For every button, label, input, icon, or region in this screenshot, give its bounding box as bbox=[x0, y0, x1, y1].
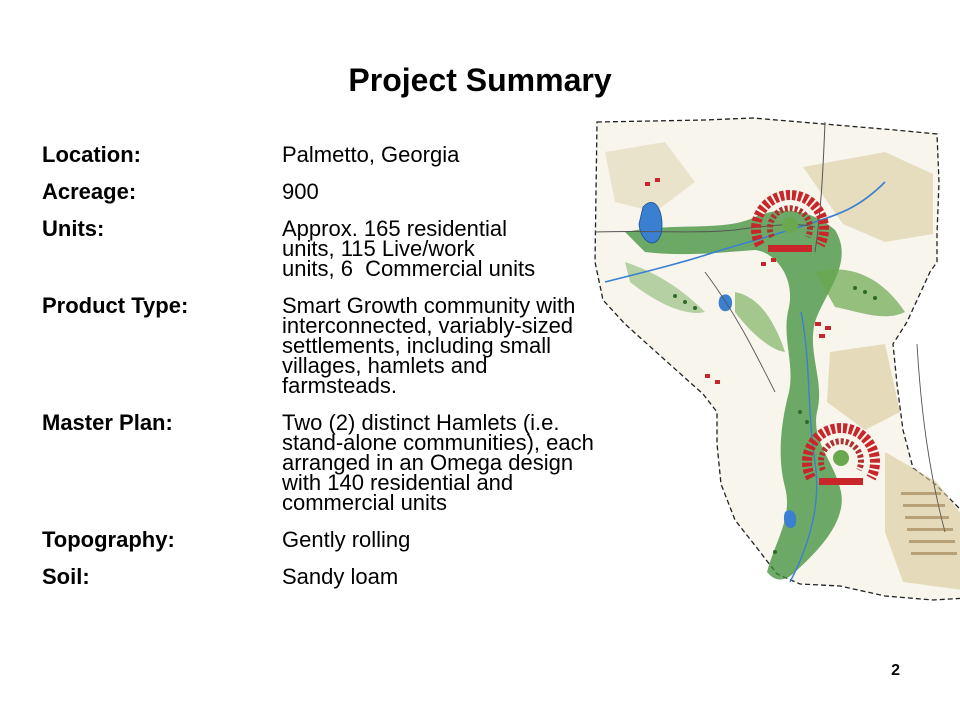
soil-label: Soil: bbox=[42, 564, 90, 589]
acreage-label: Acreage: bbox=[42, 179, 137, 204]
product-type-value-line: interconnected, variably-sized bbox=[282, 313, 574, 338]
product-type-value-line: villages, hamlets and bbox=[282, 353, 488, 378]
location-label: Location: bbox=[42, 142, 141, 167]
product-type-value-line: settlements, including small bbox=[282, 333, 552, 358]
product-type-value-line: Smart Growth community with bbox=[282, 293, 576, 318]
master-plan-value bbox=[282, 410, 594, 513]
slide-title: Project Summary bbox=[348, 62, 612, 98]
commercial-block bbox=[819, 478, 863, 485]
page-number: 2 bbox=[891, 662, 900, 679]
master-plan-value-line: Two (2) distinct Hamlets (i.e. bbox=[282, 410, 560, 435]
master-plan-value-line: arranged in an Omega design bbox=[282, 450, 574, 475]
soil-value-line: Sandy loam bbox=[282, 564, 399, 589]
soil-value bbox=[282, 564, 398, 589]
location-value-line: Palmetto, Georgia bbox=[282, 142, 460, 167]
product-type-value bbox=[282, 293, 575, 396]
master-plan-value-line: with 140 residential and bbox=[282, 470, 514, 495]
master-plan-value-line: stand-alone communities), each bbox=[282, 430, 594, 455]
location-value bbox=[282, 142, 459, 167]
master-plan-value-line: commercial units bbox=[282, 490, 448, 515]
units-value bbox=[282, 216, 535, 279]
village-green bbox=[782, 217, 798, 233]
master-plan-label: Master Plan: bbox=[42, 410, 173, 435]
acreage-value-line: 900 bbox=[282, 179, 319, 204]
units-value-line: units, 115 Live/work bbox=[282, 236, 475, 261]
topography-value bbox=[282, 527, 410, 552]
units-value-line: Approx. 165 residential bbox=[282, 216, 508, 241]
units-value-line: units, 6 Commercial units bbox=[282, 256, 536, 281]
units-label: Units: bbox=[42, 216, 105, 241]
acreage-value bbox=[282, 179, 319, 204]
topography-value-line: Gently rolling bbox=[282, 527, 411, 552]
village-green bbox=[833, 450, 849, 466]
site-plan-map bbox=[585, 112, 960, 612]
commercial-block bbox=[768, 245, 812, 252]
topography-label: Topography: bbox=[42, 527, 175, 552]
product-type-value-line: farmsteads. bbox=[282, 373, 397, 398]
product-type-label: Product Type: bbox=[42, 293, 189, 318]
